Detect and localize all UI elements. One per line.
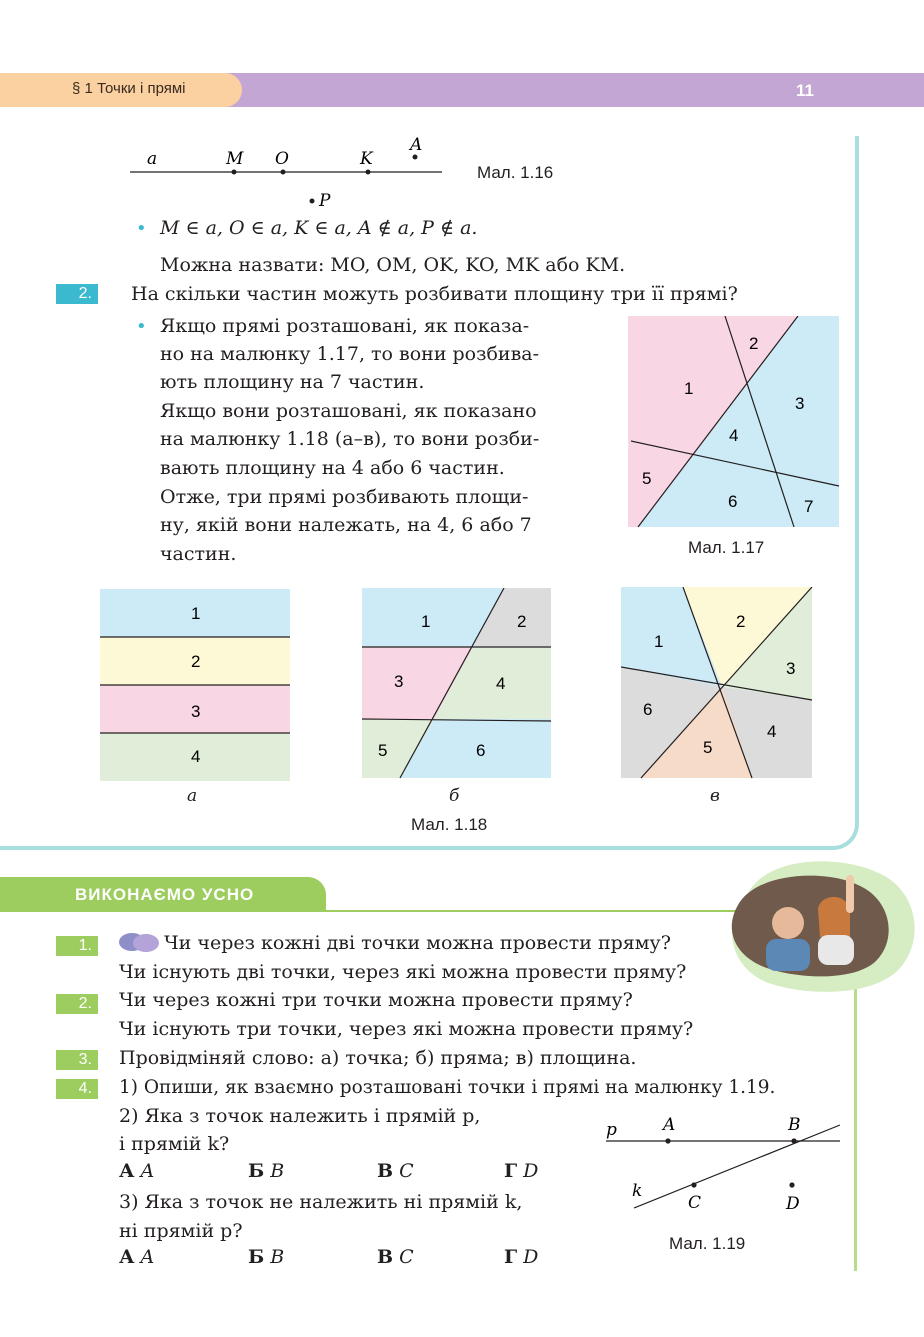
item-number: 4. [56, 1079, 98, 1099]
paragraph-line: вають площину на 4 або 6 частин. [160, 457, 505, 479]
label-A: A [410, 135, 423, 155]
region-label: 5 [378, 741, 388, 760]
caption-1-17: Мал. 1.17 [688, 538, 765, 557]
item-line: Чи через кожні дві точки можна провести пряму? [164, 932, 671, 954]
answer-option-B[interactable]: Б B [248, 1160, 285, 1182]
paragraph-line: Якщо вони розташовані, як показано [160, 400, 537, 422]
region-label: 3 [786, 659, 796, 678]
label-D: D [786, 1194, 800, 1214]
paragraph-line: Отже, три прямі розбивають площи- [160, 486, 529, 508]
region-label: 1 [654, 632, 664, 651]
region-label: 1 [191, 604, 201, 623]
figure-1-18-b [362, 588, 552, 779]
label-p: p [606, 1120, 617, 1140]
answer-option-A[interactable]: А A [119, 1160, 155, 1182]
region-label: 6 [728, 492, 738, 511]
paragraph-line: ну, якій вони належать, на 4, 6 або 7 [160, 514, 532, 536]
item-line: Провідміняй слово: а) точка; б) пряма; в) площина. [119, 1047, 637, 1069]
line-k [634, 1125, 840, 1208]
paragraph-line: на малюнку 1.18 (а–в), то вони розби- [160, 428, 540, 450]
item-line: 3) Яка з точок не належить ні прямій k, [119, 1191, 523, 1213]
label-M: M [226, 149, 244, 169]
answer-option-A[interactable]: А A [119, 1246, 155, 1268]
item-number: 3. [56, 1050, 98, 1070]
region-label: 4 [729, 426, 739, 445]
item-line: 1) Опиши, як взаємно розташовані точки і прямі на малюнку 1.19. [119, 1077, 776, 1098]
region-label: 4 [767, 722, 777, 741]
figure-1-17 [628, 316, 840, 528]
discussion-icon [118, 932, 162, 954]
point-O [281, 170, 286, 175]
item-number: 2. [56, 994, 98, 1014]
membership-text: M ∈ a, O ∈ a, K ∈ a, A ∉ a, P ∉ a. [160, 217, 478, 239]
region-label: 5 [642, 469, 652, 488]
point-K [366, 170, 371, 175]
item-line: Чи існують три точки, через які можна провести пряму? [119, 1018, 694, 1040]
question-2-text: На скільки частин можуть розбивати площину три її прямі? [131, 283, 738, 305]
answer-option-C[interactable]: В C [377, 1160, 414, 1182]
paragraph-line: но на малюнку 1.17, то вони розбива- [160, 343, 540, 365]
region-label: 2 [736, 612, 746, 631]
point-M [232, 170, 237, 175]
label-O: O [275, 149, 289, 169]
label-B: B [788, 1115, 801, 1135]
item-line: Чи через кожні три точки можна провести пряму? [119, 989, 633, 1011]
label-P: P [319, 191, 331, 211]
region-label: 1 [684, 379, 694, 398]
figure-1-18-a [100, 589, 291, 781]
region-label: 3 [795, 394, 805, 413]
answer-option-D[interactable]: Г D [504, 1246, 539, 1268]
question-number: 2. [56, 284, 98, 304]
answer-option-D[interactable]: Г D [504, 1160, 539, 1182]
region-label: 2 [517, 612, 527, 631]
section-title: ВИКОНАЄМО УСНО [75, 885, 255, 904]
naming-text: Можна назвати: MO, OM, OK, KO, MK або KM. [160, 254, 626, 276]
label-K: K [360, 149, 373, 169]
region-label: 1 [421, 612, 431, 631]
region-label: 4 [496, 674, 506, 693]
caption-1-18: Мал. 1.18 [411, 815, 488, 834]
region-label: 2 [749, 334, 759, 353]
figure-1-18-c [621, 587, 813, 779]
figure-1-16 [120, 130, 460, 215]
point-D [789, 1182, 794, 1187]
page-number: 11 [796, 81, 814, 100]
item-line: Чи існують дві точки, через які можна провести пряму? [119, 961, 687, 983]
point-A [665, 1138, 670, 1143]
label-a: a [147, 149, 158, 169]
subfigure-label-b: б [449, 786, 460, 806]
subfigure-label-a: а [187, 786, 198, 806]
item-line: ні прямій p? [119, 1220, 243, 1242]
region-label: 3 [394, 672, 404, 691]
answer-option-B[interactable]: Б B [248, 1246, 285, 1268]
figure-1-19 [600, 1110, 845, 1215]
bullet: • [136, 218, 147, 239]
paragraph-line: ють площину на 7 частин. [160, 371, 425, 393]
label-A: A [663, 1115, 676, 1135]
item-number: 1. [56, 936, 98, 956]
paragraph-line: частин. [160, 543, 237, 565]
subfigure-label-c: в [710, 786, 720, 806]
region-label: 6 [476, 741, 486, 760]
point-P [310, 199, 315, 204]
point-C [691, 1182, 696, 1187]
region-label: 4 [191, 747, 201, 766]
section-title: § 1 Точки і прямі [72, 80, 186, 97]
caption-1-19: Мал. 1.19 [669, 1234, 746, 1253]
section-side-rule [854, 985, 857, 1271]
label-k: k [632, 1181, 643, 1201]
region-label: 2 [191, 652, 201, 671]
bullet: • [136, 316, 147, 337]
label-C: C [688, 1193, 702, 1213]
item-line: 2) Яка з точок належить і прямій p, [119, 1105, 481, 1127]
answer-option-C[interactable]: В C [377, 1246, 414, 1268]
paragraph-line: Якщо прямі розташовані, як показа- [160, 315, 530, 337]
caption-1-16: Мал. 1.16 [477, 163, 554, 182]
students-photo [726, 857, 922, 997]
region-label: 3 [191, 702, 201, 721]
section-rule [0, 910, 742, 912]
region-label: 6 [643, 700, 653, 719]
point-A [413, 155, 418, 160]
point-B [791, 1138, 796, 1143]
item-line: і прямій k? [119, 1133, 230, 1155]
region-label: 7 [804, 497, 814, 516]
region-label: 5 [703, 738, 713, 757]
